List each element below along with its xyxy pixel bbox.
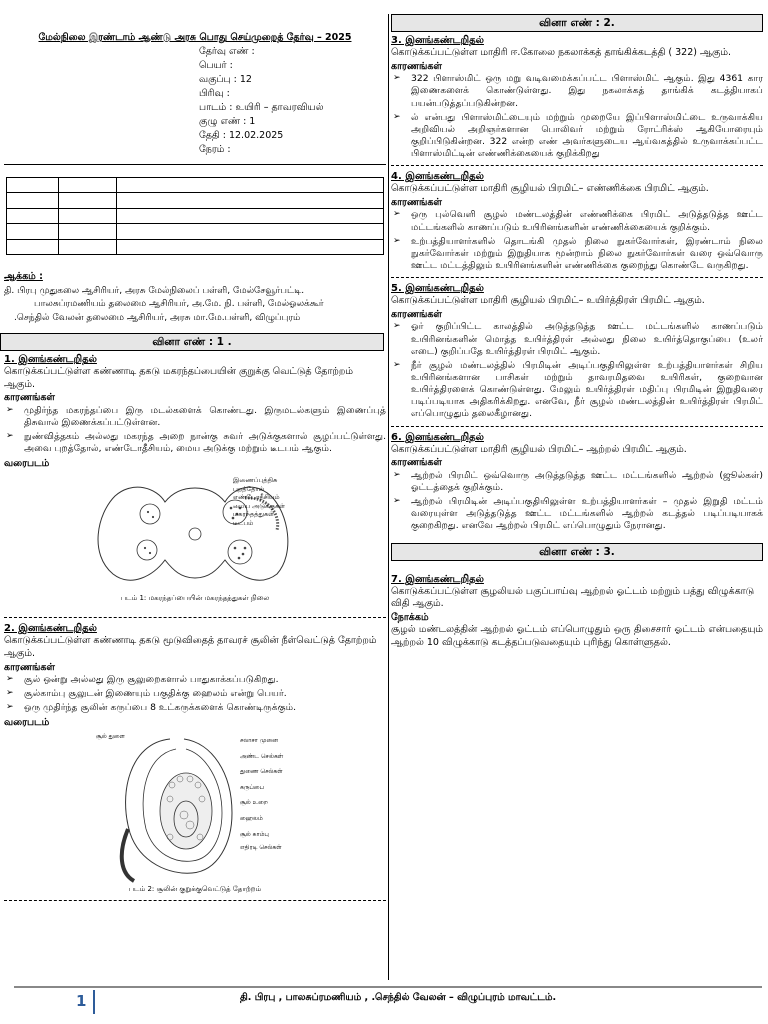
item-5-reasons (391, 321, 763, 420)
item-1-head: 1. இனங்கண்டறிதல் (4, 354, 97, 366)
table-row (7, 208, 384, 224)
footer-text: தி. பிரபு , பாலசுப்ரமணியம் , .செந்தில் வேலன் – விழுப்புரம் மாவட்டம். (240, 992, 557, 1003)
item-6-head: 6. இனங்கண்டறிதல் (391, 431, 484, 443)
field-name: பெயர் : (199, 59, 233, 71)
list-item: ➢ உற்பத்தியாளர்களில் தொடங்கி முதல் நிலை நுகர்வோர்கள், இரண்டாம் நிலை நுகர்வோர்கள் மற்றும் இறுதியாக மூன்றாம் நிலை நுகர்வோர்கள் வரை ஒவ்வொரு ஊட்ட மட்டத்திலும் உயிரினங்களின் எண்ணிக்கை குறைந்து கொண்டே வருகிறது. (393, 235, 763, 272)
item-2-head: 2. இனங்கண்டறிதல் (4, 623, 97, 635)
item-4 (391, 170, 763, 272)
item-1-reasons (4, 405, 386, 456)
arrow-bullet-icon: ➢ (6, 688, 14, 699)
ovule-diagram (96, 733, 290, 883)
table-cell (59, 224, 117, 240)
figure-2-caption: படம் 2: சூலின் குறுக்குவெட்டுத் தோற்றம் (128, 885, 262, 894)
arrow-bullet-icon: ➢ (393, 111, 401, 122)
item-6-reasons (391, 470, 763, 533)
figure-1-caption: படம் 1: மகரந்தப்பையின் மகரந்தத்துகள் நிலை (120, 594, 270, 603)
item-5-reasons-label: காரணங்கள் (391, 308, 443, 320)
item-4-head: 4. இனங்கண்டறிதல் (391, 171, 484, 183)
item-2 (4, 622, 386, 894)
list-item: ➢ முதிர்ந்த மகரந்தப்பை இரு மடல்களைக் கொண்டது. இருமடல்களும் இணைப்புத் திசுவால் இணைக்கப்பட்டுள்ளன. (6, 404, 386, 429)
ovule-label-left: சூல் துளை (96, 733, 125, 741)
item-1-statement: கொடுக்கப்பட்டுள்ள கண்ணாடி தகடு மகரந்தப்பையின் குறுக்கு வெட்டுத் தோற்றம் ஆகும். (4, 366, 354, 390)
table-row (7, 177, 384, 193)
item-3-reasons (391, 73, 763, 160)
table-cell (117, 224, 384, 240)
field-time: நேரம் : (199, 143, 231, 155)
question-3-bar: வினா எண் : 3. (391, 543, 763, 561)
item-2-statement: கொடுக்கப்பட்டுள்ள கண்ணாடி தகடு மூடுவிதைத் தாவரச் சூலின் நீள்வெட்டுத் தோற்றம் ஆகும். (4, 635, 377, 660)
separator (391, 426, 763, 427)
separator (4, 617, 386, 618)
preparers-block (4, 271, 386, 325)
separator (4, 900, 386, 901)
separator (391, 165, 763, 166)
page-number: 1 (76, 992, 87, 1010)
table-cell (117, 177, 384, 193)
table-row (7, 193, 384, 209)
item-7-head: 7. இனங்கண்டறிதல் (391, 573, 484, 585)
item-2-reasons (4, 674, 386, 714)
table-cell (7, 193, 59, 209)
exam-fields (199, 46, 386, 158)
list-item: ➢ 322 பிளாஸ்மிட் ஒரு மறு வடிவமைக்கப்பட்ட பிளாஸ்மிட் ஆகும். இது 4361 கார இணைகளைக் கொண்டுள்ளது. இது நகலாக்கத் தாங்கிக் கடத்தியாகப் பயன்படுத்தப்படுகின்றன. (393, 73, 763, 109)
preparers-label: ஆக்கம் : (4, 271, 43, 283)
column-divider (388, 14, 389, 980)
item-7-obs: சூழல் மண்டலத்தின் ஆற்றல் ஓட்டம் எப்பொழுதும் ஒரு திசைசார் ஓட்டம் என்பதையும் ஆற்றல் 10 விழுக்காடு கடத்தப்படுவதையும் புரிந்து கொள்ளுதல். (391, 624, 763, 648)
list-item: ➢ நீர் சூழல் மண்டலத்தில் பிரமிடின் அடிப்பகுதியிலுள்ள உற்பத்தியாளர்கள் சிறிய உயிரினங்களான பாசிகள் மற்றும் தாவரமிதவை உயிரிகள், குறைவான உயிர்த்திரளைக் கொண்டுள்ளது. மேலும் உயிர்த்திரள் மதிப்பு பிரமிடின் இறுதிவரை படிப்படியாக அதிகரிக்கிறது. எனவே, நீர் சூழல் மண்டலத்தின் உயிர்த்திரள் பிரமிட் எப்பொழுதும் தலைகீழானது. (393, 359, 763, 420)
preparer-line: .செந்தில் வேலன் தலைமை ஆசிரியர், அரசு மா.மே.பள்ளி, விழுப்புரம் (14, 313, 301, 324)
table-cell (117, 193, 384, 209)
list-item: ➢ ல் என்பது பிளாஸ்மிட்டையும் மற்றும் முறையே இப்பிளாஸ்மிட்டை உருவாக்கிய அறிவியல் அறிஞர்களான பொலிவர் மற்றும் ரோட்ரிக்ஸ் ஆகியோரையும் குறிப்பிடுகின்றன. 322 என்ற எண் அவர்களுடைய ஆய்வகத்தில் உருவாக்கப்பட்ட பிளாஸ்மிட்டின் எண்ணிக்கையைக் குறிக்கிறது (393, 111, 763, 160)
field-date: தேதி : 12.02.2025 (199, 129, 284, 141)
item-1 (4, 353, 386, 603)
item-3-reasons-label: காரணங்கள் (391, 60, 443, 72)
arrow-bullet-icon: ➢ (393, 73, 401, 84)
arrow-bullet-icon: ➢ (393, 359, 401, 370)
item-6-reasons-label: காரணங்கள் (391, 457, 443, 469)
list-item: ➢ ஒரு புல்வெளி சூழல் மண்டலத்தின் எண்ணிக்கை பிரமிட் அடுத்தடுத்த ஊட்ட மட்டங்களில் காணப்படும் உயிரினங்களின் எண்ணிக்கையைக் குறிக்கும். (393, 209, 763, 233)
list-item: ➢ நுண்வித்தகம் அல்லது மகரந்த அறை நான்கு சுவர் அடுக்குகளால் சூழப்பட்டுள்ளது. அவை புறத்தோல், எண்டோதீசியம், மைய அடுக்கு மற்றும் டீடபம் ஆகும். (6, 431, 386, 455)
arrow-bullet-icon: ➢ (6, 702, 14, 713)
item-6 (391, 431, 763, 533)
table-cell (7, 177, 59, 193)
table-cell (7, 239, 59, 255)
arrow-bullet-icon: ➢ (6, 431, 14, 442)
table-cell (59, 177, 117, 193)
right-column (391, 14, 763, 649)
table-row (7, 224, 384, 240)
list-item: ➢ ஆற்றல் பிரமிடின் அடிப்பகுதியிலுள்ள உற்பத்தியாளர்கள் – முதல் இறுதி மட்டம் வரையுள்ள அடுத்தடுத்த ஊட்ட மட்டங்களில் ஆற்றல் கடத்தல் படிப்படியாகக் குறைகிறது. எனவே ஆற்றல் பிரமிட் எப்பொழுதும் நேரானது. (393, 496, 763, 532)
item-1-reasons-label: காரணங்கள் (4, 392, 56, 404)
anther-labels: இணைப்புத்திசு புறத்தோல் எண்டோதீசியம் மைய அடுக்குகள் மகரந்தத்துகள் டீடபம் (233, 476, 285, 527)
item-3 (391, 34, 763, 160)
footer-tick (93, 990, 95, 1014)
table-cell (117, 239, 384, 255)
item-5-head: 5. இனங்கண்டறிதல் (391, 283, 484, 295)
preparer-line: பாலசுப்ரமணியம் தலைமை ஆசிரியர், அ.மே. நி. பள்ளி, மேல்ஓலக்கூர் (34, 299, 324, 310)
anther-diagram (85, 474, 305, 592)
item-5 (391, 282, 763, 420)
arrow-bullet-icon: ➢ (393, 496, 401, 507)
header-rule (4, 164, 386, 165)
item-3-statement: கொடுக்கப்பட்டுள்ள மாதிரி ஈ.கோலை நகலாக்கத் தாங்கிக்கடத்தி ( 322) ஆகும். (391, 47, 732, 59)
list-item: ➢ சூல் ஒன்று அல்லது இரு சூலுறைகளால் பாதுகாக்கப்படுகிறது. (6, 674, 279, 686)
item-7-obs-label: நோக்கம் (391, 611, 429, 623)
arrow-bullet-icon: ➢ (393, 469, 401, 480)
item-7-statement: கொடுக்கப்பட்டுள்ள சூழலியல் பகுப்பாய்வு ஆற்றல் ஓட்டம் மற்றும் பத்து விழுக்காடு விதி ஆகும். (391, 585, 755, 610)
table-row (7, 239, 384, 255)
question-2-bar: வினா எண் : 2. (391, 14, 763, 32)
table-cell (117, 208, 384, 224)
preparer-line: தி. பிரபு முதுகலை ஆசிரியர், அரசு மேல்நிலைப் பள்ளி, மேல்சேவூர்பட்டி. (4, 285, 305, 296)
list-item: ➢ ஆற்றல் பிரமிட் ஒவ்வொரு அடுத்தடுத்த ஊட்ட மட்டங்களில் ஆற்றல் (ஜூல்கள்) ஓட்டத்தைக் குறிக்கும். (393, 469, 763, 493)
table-cell (59, 193, 117, 209)
separator (391, 277, 763, 278)
field-subject: பாடம் : உயிரி – தாவரவியல் (199, 101, 324, 113)
item-4-reasons (391, 209, 763, 272)
arrow-bullet-icon: ➢ (6, 674, 14, 685)
list-item: ➢ ஒரு முதிர்ந்த சூலின் கருப்பை 8 உட்கருக்களைக் கொண்டிருக்கும். (6, 702, 297, 714)
field-group: குழு எண் : 1 (199, 115, 256, 127)
arrow-bullet-icon: ➢ (393, 209, 401, 220)
table-cell (59, 239, 117, 255)
question-1-bar: வினா எண் : 1 . (0, 333, 384, 351)
item-3-head: 3. இனங்கண்டறிதல் (391, 35, 484, 46)
item-1-diagram-label: வரைபடம் (4, 457, 50, 469)
arrow-bullet-icon: ➢ (393, 235, 401, 246)
field-class: வகுப்பு : 12 (199, 73, 252, 85)
item-2-reasons-label: காரணங்கள் (4, 661, 56, 673)
field-section: பிரிவு : (199, 87, 230, 99)
table-cell (7, 208, 59, 224)
item-6-statement: கொடுக்கப்பட்டுள்ள மாதிரி சூழியல் பிரமிட்– ஆற்றல் பிரமிட் ஆகும். (391, 443, 687, 455)
field-exam-number: தேர்வு எண் : (199, 45, 255, 57)
item-5-statement: கொடுக்கப்பட்டுள்ள மாதிரி சூழியல் பிரமிட்– உயிர்த்திரள் பிரமிட் ஆகும். (391, 295, 705, 307)
item-4-statement: கொடுக்கப்பட்டுள்ள மாதிரி சூழியல் பிரமிட்– எண்ணிக்கை பிரமிட் ஆகும். (391, 183, 709, 195)
ovule-labels-right: சலாசா முனை அண்ட செல்கள் துணை செல்கள் கருப்பை சூல் உறை ஹைலம் சூல் காம்பு எதிரடி செல்கள் (240, 737, 284, 852)
list-item: ➢ சூல்காம்பு சூலுடன் இணையும் பகுதிக்கு ஹைலம் என்று பெயர். (6, 688, 287, 700)
arrow-bullet-icon: ➢ (393, 321, 401, 332)
item-2-diagram-label: வரைபடம் (4, 716, 50, 728)
arrow-bullet-icon: ➢ (6, 404, 14, 415)
marks-table (6, 177, 384, 256)
item-7 (391, 573, 763, 650)
item-4-reasons-label: காரணங்கள் (391, 196, 443, 208)
table-cell (7, 224, 59, 240)
left-column (4, 14, 386, 905)
exam-title: மேல்நிலை இரண்டாம் ஆண்டு அரசு பொது செய்முறைத் தேர்வு – 2025 (38, 32, 352, 43)
list-item: ➢ ஓர் குறிப்பிட்ட காலத்தில் அடுத்தடுத்த ஊட்ட மட்டங்களில் காணப்படும் உயிரினங்களின் மொத்த உயிர்த்திரள் அல்லது நிலை உயிர்த்தொகுப்பை (உலர் எடை) குறிப்பதே உயிர்த்திரள் பிரமிட் ஆகும். (393, 321, 763, 357)
footer-rule (14, 986, 762, 988)
table-cell (59, 208, 117, 224)
